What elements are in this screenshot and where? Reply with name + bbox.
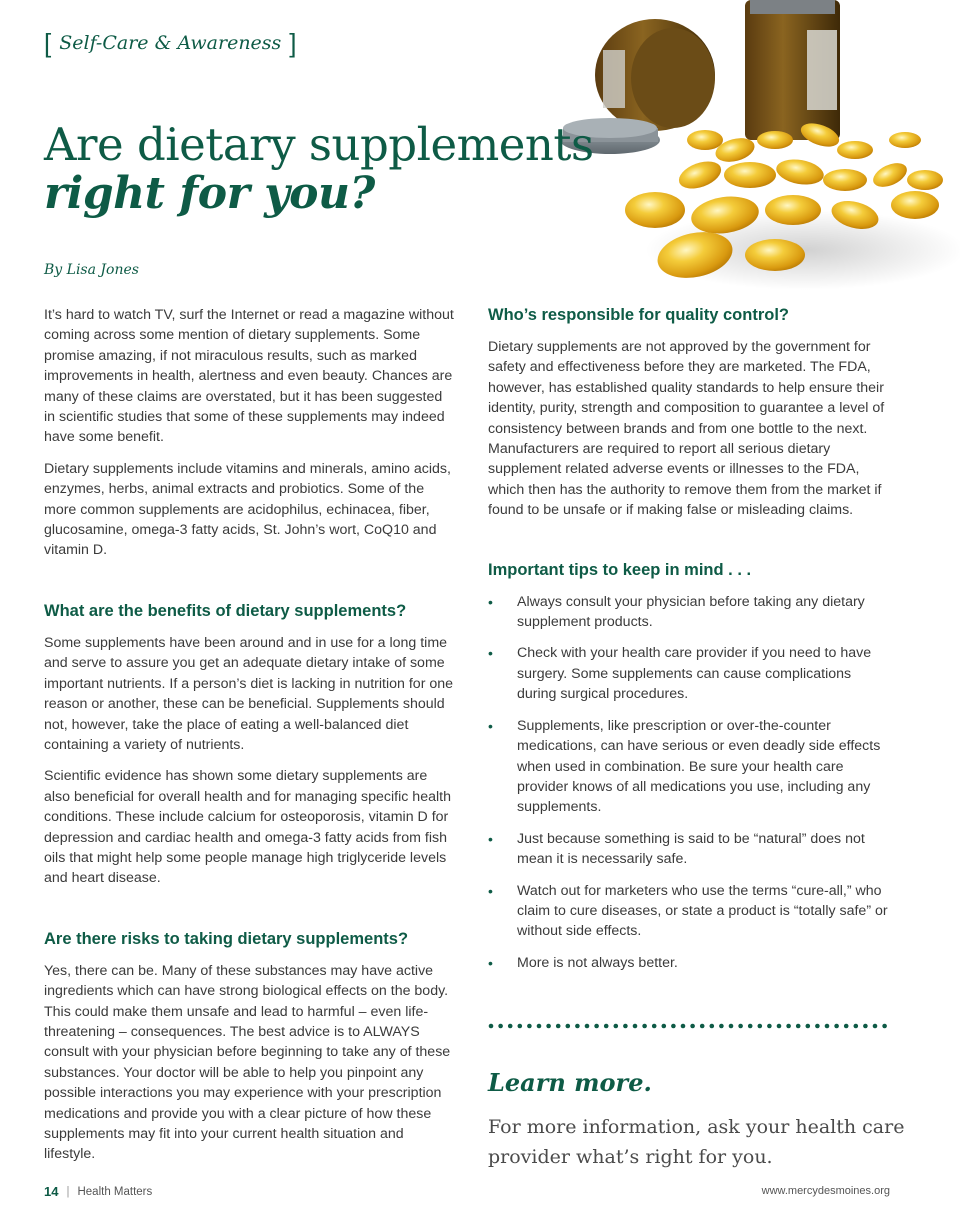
tip-text: Watch out for marketers who use the terms “cure-all,” who claim to cure diseases, or state a product is “totally safe” or without side effects. xyxy=(517,882,888,940)
risks-heading: Are there risks to taking dietary supplements? xyxy=(44,929,409,948)
learn-more-text: For more information, ask your health care provider what’s right for you. xyxy=(488,1116,905,1168)
bullet-icon: • xyxy=(488,882,493,899)
list-item xyxy=(488,643,893,704)
divider-dot xyxy=(489,1024,494,1029)
divider-dot xyxy=(825,1024,830,1029)
divider-dot xyxy=(873,1024,878,1029)
byline: By Lisa Jones xyxy=(44,262,139,278)
divider-dot xyxy=(863,1024,868,1029)
divider-dot xyxy=(537,1024,542,1029)
divider-dot xyxy=(518,1024,523,1029)
article-title-line1: Are dietary supplements xyxy=(44,118,594,171)
intro-paragraph-2: Dietary supplements include vitamins and minerals, amino acids, enzymes, herbs, animal extracts and probiotics. Some of the more common supplements are acidophilus, echinacea, fiber, glucosamine, omega-3 fatty acids, St. John’s wort, CoQ10 and vitamin D. xyxy=(44,460,451,559)
divider-dot xyxy=(729,1024,734,1029)
divider-dot xyxy=(719,1024,724,1029)
divider-dot xyxy=(882,1024,887,1029)
divider-dot xyxy=(844,1024,849,1029)
section-tag xyxy=(44,30,297,56)
benefits-paragraph-2: Scientific evidence has shown some dietary supplements are also beneficial for overall health and for managing specific health conditions. These include calcium for osteoporosis, vitamin D for depression and cardiac health and omega-3 fatty acids from fish oils that might help some people manage high triglyceride levels and heart disease. xyxy=(44,768,451,887)
bullet-icon: • xyxy=(488,645,493,662)
benefits-heading: What are the benefits of dietary supplements? xyxy=(44,601,407,620)
divider-dot xyxy=(806,1024,811,1029)
list-item xyxy=(488,829,893,870)
list-item xyxy=(488,953,893,973)
left-column xyxy=(44,305,454,1176)
divider-dot xyxy=(758,1024,763,1029)
divider-dot xyxy=(604,1024,609,1029)
divider-dot xyxy=(623,1024,628,1029)
tipped-bottle xyxy=(595,19,715,131)
tips-heading: Important tips to keep in mind . . . xyxy=(488,560,752,579)
list-item xyxy=(488,716,893,818)
tip-text: Always consult your physician before taking any dietary supplement products. xyxy=(517,593,865,631)
footer-separator: | xyxy=(66,1185,70,1198)
divider-dot xyxy=(508,1024,513,1029)
divider-dot xyxy=(556,1024,561,1029)
dotted-divider xyxy=(488,1018,893,1034)
divider-dot xyxy=(786,1024,791,1029)
tip-text: More is not always better. xyxy=(517,954,678,971)
supplements-photo xyxy=(545,0,960,300)
publication-name: Health Matters xyxy=(77,1185,153,1198)
bullet-icon: • xyxy=(488,830,493,847)
divider-dot xyxy=(642,1024,647,1029)
divider-dot xyxy=(546,1024,551,1029)
divider-dot xyxy=(498,1024,503,1029)
divider-dot xyxy=(566,1024,571,1029)
divider-dot xyxy=(681,1024,686,1029)
divider-dot xyxy=(614,1024,619,1029)
divider-dot xyxy=(777,1024,782,1029)
divider-dot xyxy=(662,1024,667,1029)
section-tag-label: Self-Care & Awareness xyxy=(59,32,282,54)
divider-dot xyxy=(815,1024,820,1029)
bullet-icon: • xyxy=(488,717,493,734)
list-item xyxy=(488,881,893,942)
divider-dot xyxy=(710,1024,715,1029)
divider-dot xyxy=(748,1024,753,1029)
risks-paragraph-1: Yes, there can be. Many of these substances may have active ingredients which can have strong biological effects on the body. This could make them unsafe and lead to harmful – even life-threatening – consequences. The best advice is to ALWAYS consult with your physician before beginning to take any of these substances. Your doctor will be able to help you pinpoint any possible interactions you may experience with your prescription medications and provide you with a clear picture of how these supplements may fit into your current health situation and lifestyle. xyxy=(44,962,451,1163)
bullet-icon: • xyxy=(488,954,493,971)
divider-dot xyxy=(738,1024,743,1029)
divider-dot xyxy=(854,1024,859,1029)
article-title-line2: right for you? xyxy=(44,168,375,219)
page-number: 14 xyxy=(44,1184,59,1199)
divider-dot xyxy=(834,1024,839,1029)
divider-dot xyxy=(633,1024,638,1029)
divider-dot xyxy=(527,1024,532,1029)
bullet-icon: • xyxy=(488,593,493,610)
tips-list xyxy=(488,592,893,974)
quality-heading: Who’s responsible for quality control? xyxy=(488,306,789,324)
divider-dot xyxy=(575,1024,580,1029)
tip-text: Just because something is said to be “natural” does not mean it is necessarily safe. xyxy=(517,830,865,868)
divider-dot xyxy=(796,1024,801,1029)
right-column xyxy=(488,304,893,984)
learn-more-heading: Learn more. xyxy=(488,1068,652,1097)
footer-left xyxy=(44,1184,152,1199)
tip-text: Supplements, like prescription or over-the-counter medications, can have serious or even deadly side effects when used in combination. Be sure your health care provider knows of all medications you use, including any supplements. xyxy=(517,717,881,816)
intro-paragraph-1: It’s hard to watch TV, surf the Internet or read a magazine without coming across some mention of dietary supplements. Some promise amazing, if not miraculous results, such as marked improvements in health, alertness and even beauty. Chances are many of these claims are overstated, but it has been suggested in scientific studies that some of these supplements may indeed have some benefit. xyxy=(44,307,454,446)
website-url: www.mercydesmoines.org xyxy=(761,1185,890,1197)
divider-dot xyxy=(700,1024,705,1029)
divider-dot xyxy=(671,1024,676,1029)
divider-dot xyxy=(585,1024,590,1029)
divider-dot xyxy=(690,1024,695,1029)
list-item xyxy=(488,592,893,633)
divider-dot xyxy=(594,1024,599,1029)
quality-paragraph: Dietary supplements are not approved by the government for safety and effectiveness before they are marketed. The FDA, however, has established quality standards to help ensure their identity, purity, strength and composition to guarantee a level of consistency between brands and from one bottle to the next. Manufacturers are required to report all serious dietary supplement related adverse events or illnesses to the FDA, which then has the authority to remove them from the market if found to be unsafe or if making false or misleading claims. xyxy=(488,339,885,519)
bracket-close: ] xyxy=(289,28,297,58)
benefits-paragraph-1: Some supplements have been around and in use for a long time and serve to assure you get an adequate dietary intake of some important nutrients. If a person’s diet is lacking in nutrition for one reason or another, these can be beneficial. Supplements should not, however, take the place of eating a well-balanced diet containing a variety of nutrients. xyxy=(44,634,454,753)
upright-bottle xyxy=(745,0,840,140)
divider-dot xyxy=(767,1024,772,1029)
bracket-open: [ xyxy=(44,28,52,58)
tip-text: Check with your health care provider if you need to have surgery. Some supplements can cause complications during surgical procedures. xyxy=(517,645,872,703)
divider-dot xyxy=(652,1024,657,1029)
